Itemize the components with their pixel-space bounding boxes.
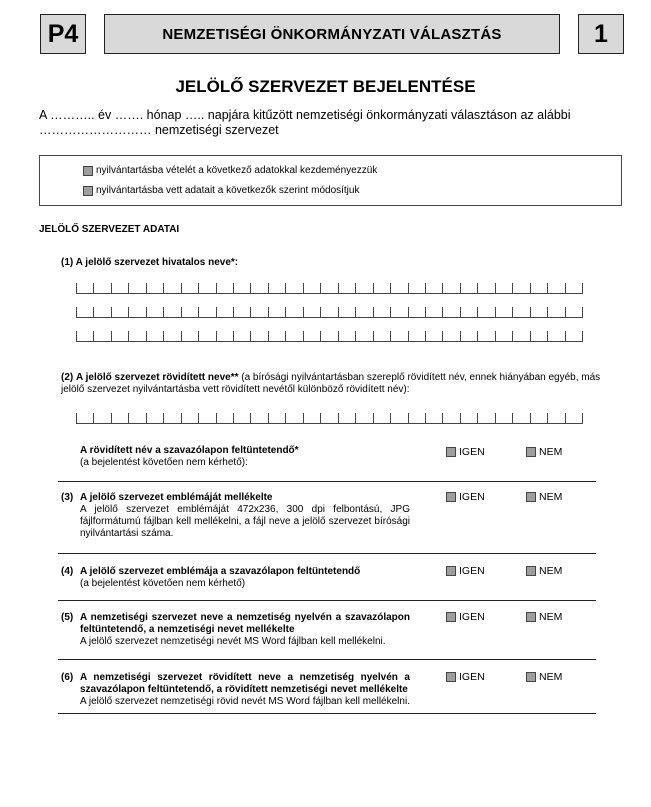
item5-bold: A nemzetiségi szervezet neve a nemzetiség nyelvén a szavazólapon feltüntetendő, a nemzetiségi nevet mellékelte bbox=[80, 612, 410, 635]
item2-number: (2) bbox=[61, 372, 74, 383]
name-grid-row-2[interactable] bbox=[76, 307, 582, 318]
separator-5 bbox=[58, 713, 596, 714]
item2-ballot-label bbox=[80, 445, 410, 469]
item4-label bbox=[80, 566, 410, 590]
page-number: 1 bbox=[594, 19, 608, 48]
option-register-label: nyilvántartásba vételét a következő adatokkal kezdeményezzük bbox=[96, 165, 378, 176]
item2-bold: A jelölő szervezet rövidített neve** bbox=[76, 372, 239, 383]
item3-number: (3) bbox=[61, 492, 74, 503]
item5-yes-label: IGEN bbox=[459, 611, 485, 623]
item4-note: (a bejelentést követően nem kérhető) bbox=[80, 578, 246, 589]
item3-label bbox=[80, 492, 410, 540]
separator-4 bbox=[58, 659, 596, 660]
intro-line-2: ……………………… nemzetiségi szervezet bbox=[39, 123, 279, 137]
item6-number: (6) bbox=[61, 672, 74, 683]
item2-ballot-note: (a bejelentést követően nem kérhető): bbox=[80, 457, 248, 468]
intro-line-1: A ……….. év ……. hónap ….. napjára kitűzött nemzetiségi önkormányzati választáson az alábbi bbox=[39, 108, 571, 122]
item3-yes[interactable] bbox=[446, 491, 485, 503]
item3-text: A jelölő szervezet emblémáját 472x236, 300 dpi felbontású, JPG fájlformátumú fájlban kell mellékelni, a fájl neve a jelölő szervezet bírósági nyilvántartási száma. bbox=[80, 504, 410, 539]
item4-number: (4) bbox=[61, 566, 74, 577]
item1-number: (1) bbox=[61, 257, 74, 268]
request-type-box bbox=[39, 155, 622, 206]
item2-yes-checkbox[interactable] bbox=[446, 447, 456, 457]
item1-label bbox=[61, 257, 238, 269]
item3-yes-checkbox[interactable] bbox=[446, 492, 456, 502]
page-number-box bbox=[578, 14, 624, 54]
separator-1 bbox=[58, 481, 596, 482]
item2-no-checkbox[interactable] bbox=[526, 447, 536, 457]
item3-no[interactable] bbox=[526, 491, 562, 503]
item6-no[interactable] bbox=[526, 671, 562, 683]
item4-no[interactable] bbox=[526, 565, 562, 577]
item6-bold: A nemzetiségi szervezet rövidített neve a nemzetiség nyelvén a szavazólapon feltüntetendő, a rövidített nemzetiségi nevet mellékelte bbox=[80, 672, 410, 695]
item5-number: (5) bbox=[61, 612, 74, 623]
option-register[interactable] bbox=[83, 165, 377, 176]
form-code: P4 bbox=[47, 19, 79, 48]
checkbox-modify[interactable] bbox=[83, 186, 93, 196]
item6-yes-checkbox[interactable] bbox=[446, 672, 456, 682]
item4-no-label: NEM bbox=[539, 565, 563, 577]
item4-yes[interactable] bbox=[446, 565, 485, 577]
form-code-box bbox=[40, 14, 86, 54]
item6-yes[interactable] bbox=[446, 671, 485, 683]
short-name-grid[interactable] bbox=[76, 413, 582, 424]
item6-no-label: NEM bbox=[539, 671, 563, 683]
section-title: JELÖLŐ SZERVEZET ADATAI bbox=[39, 224, 180, 235]
item4-yes-checkbox[interactable] bbox=[446, 566, 456, 576]
item2-no[interactable] bbox=[526, 446, 562, 458]
item3-no-label: NEM bbox=[539, 491, 563, 503]
item5-no-label: NEM bbox=[539, 611, 563, 623]
item6-text: A jelölő szervezet nemzetiségi rövid nevét MS Word fájlban kell mellékelni. bbox=[80, 696, 410, 707]
option-modify-label: nyilvántartásba vett adatait a következők szerint módosítjuk bbox=[96, 185, 360, 196]
document-subtitle: JELÖLŐ SZERVEZET BEJELENTÉSE bbox=[175, 77, 476, 96]
item5-yes-checkbox[interactable] bbox=[446, 612, 456, 622]
item2-yes[interactable] bbox=[446, 446, 485, 458]
item6-no-checkbox[interactable] bbox=[526, 672, 536, 682]
item5-yes[interactable] bbox=[446, 611, 485, 623]
item2-label bbox=[61, 372, 601, 396]
item2-yes-label: IGEN bbox=[459, 446, 485, 458]
item6-label bbox=[80, 672, 410, 708]
item4-yes-label: IGEN bbox=[459, 565, 485, 577]
item3-bold: A jelölő szervezet emblémáját mellékelte bbox=[80, 492, 273, 503]
name-grid-row-1[interactable] bbox=[76, 283, 582, 294]
item6-yes-label: IGEN bbox=[459, 671, 485, 683]
checkbox-register[interactable] bbox=[83, 166, 93, 176]
item5-no-checkbox[interactable] bbox=[526, 612, 536, 622]
form-title: NEMZETISÉGI ÖNKORMÁNYZATI VÁLASZTÁS bbox=[162, 25, 502, 43]
item4-bold: A jelölő szervezet emblémája a szavazólapon feltüntetendő bbox=[80, 566, 361, 577]
item5-label bbox=[80, 612, 410, 648]
item3-no-checkbox[interactable] bbox=[526, 492, 536, 502]
item2-ballot-bold: A rövidített név a szavazólapon feltüntetendő* bbox=[80, 445, 299, 456]
option-modify[interactable] bbox=[83, 185, 359, 196]
item5-text: A jelölő szervezet nemzetiségi nevét MS Word fájlban kell mellékelni. bbox=[80, 636, 386, 647]
name-grid-row-3[interactable] bbox=[76, 331, 582, 342]
intro-text bbox=[39, 108, 619, 138]
separator-3 bbox=[58, 600, 596, 601]
item3-yes-label: IGEN bbox=[459, 491, 485, 503]
form-title-box bbox=[104, 14, 560, 54]
item1-text: A jelölő szervezet hivatalos neve*: bbox=[75, 257, 239, 268]
item2-rest: (a bírósági nyilvántartásban szereplő rövidített név, ennek hiányában egyéb, más jelölő szervezet nyilvántartásba vett rövidített nevétől különböző rövidített név): bbox=[61, 372, 601, 395]
separator-2 bbox=[58, 553, 596, 554]
item2-no-label: NEM bbox=[539, 446, 563, 458]
item5-no[interactable] bbox=[526, 611, 562, 623]
item4-no-checkbox[interactable] bbox=[526, 566, 536, 576]
